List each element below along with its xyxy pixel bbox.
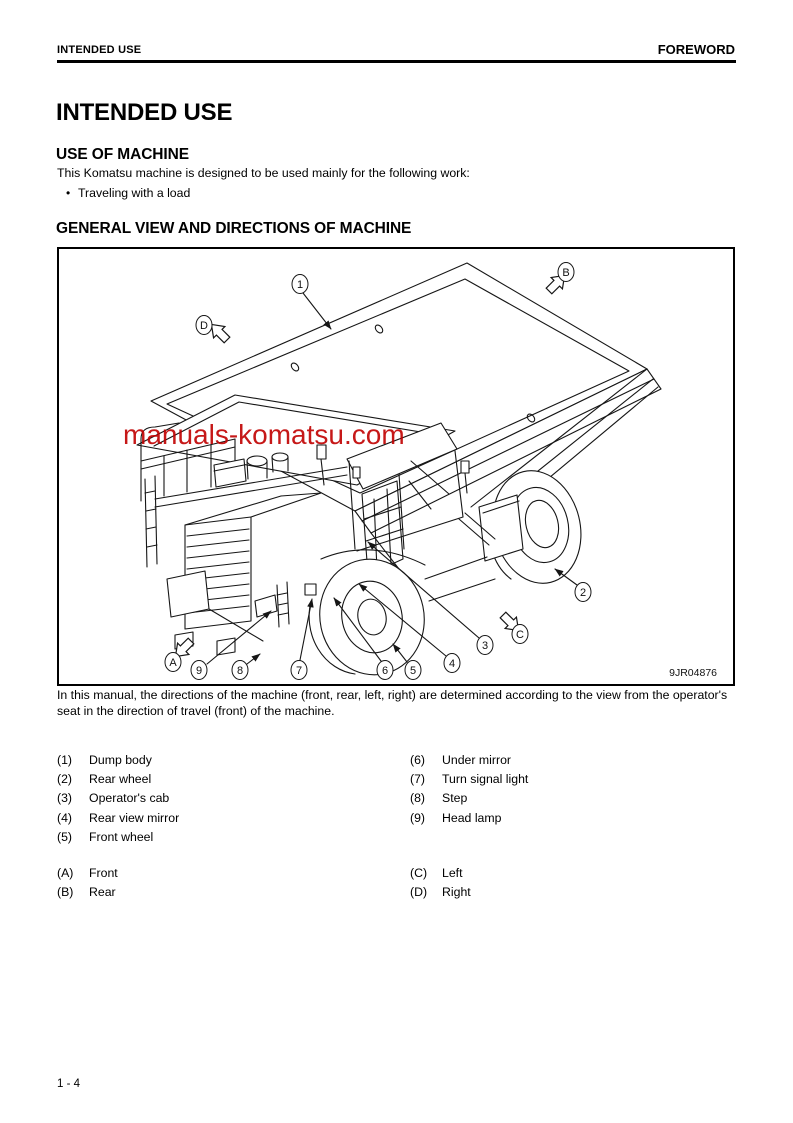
header-rule xyxy=(57,60,736,63)
callout-3-label: 3 xyxy=(481,640,489,652)
section-heading-general-view: GENERAL VIEW AND DIRECTIONS OF MACHINE xyxy=(56,220,412,237)
page-number: 1 - 4 xyxy=(57,1078,81,1090)
figure-caption: In this manual, the directions of the machine (front, rear, left, right) are determined according to the view from the operator's seat in the direction of travel (front) of the machine. xyxy=(57,688,728,718)
item-number: (7) xyxy=(410,772,426,787)
item-number: (A) xyxy=(57,866,74,880)
item-label: Under mirror xyxy=(442,753,512,767)
direction-D-label: D xyxy=(200,320,208,332)
parts-list-item xyxy=(57,751,179,770)
callout-1 xyxy=(292,275,331,330)
direction-C-label: C xyxy=(516,629,524,641)
running-header-section: INTENDED USE xyxy=(57,44,142,56)
item-label: Operator's cab xyxy=(89,791,170,806)
item-label: Left xyxy=(442,866,463,880)
item-number: (C) xyxy=(410,866,428,880)
directions-list-right xyxy=(410,864,471,902)
item-number: (8) xyxy=(410,791,426,806)
item-label: Head lamp xyxy=(442,810,502,825)
callout-6-label: 6 xyxy=(381,665,389,677)
parts-list-right xyxy=(410,751,528,828)
item-label: Dump body xyxy=(89,753,152,767)
direction-list-item xyxy=(410,864,471,883)
direction-A-label: A xyxy=(169,657,177,669)
item-number: (3) xyxy=(57,791,73,806)
leader-line xyxy=(303,293,331,329)
direction-list-item xyxy=(57,864,118,883)
item-label: Rear xyxy=(89,885,116,900)
parts-list-item xyxy=(410,770,528,789)
callout-4-label: 4 xyxy=(448,658,456,670)
dump-body xyxy=(151,263,661,533)
callout-1-label: 1 xyxy=(296,279,304,291)
section-heading-use-of-machine: USE OF MACHINE xyxy=(56,146,189,163)
machine-line-drawing xyxy=(59,249,733,684)
directions-list-left xyxy=(57,864,118,902)
item-number: (6) xyxy=(410,753,426,767)
item-label: Turn signal light xyxy=(442,772,529,787)
direction-list-item xyxy=(57,883,118,902)
item-label: Front xyxy=(89,866,118,880)
parts-list-item xyxy=(57,828,179,847)
parts-list-item xyxy=(410,789,528,808)
running-header-chapter: FOREWORD xyxy=(657,42,735,57)
item-label: Rear wheel xyxy=(89,772,152,787)
direction-list-item xyxy=(410,883,471,902)
leader-line xyxy=(247,654,260,664)
item-number: (5) xyxy=(57,829,73,844)
callout-9-label: 9 xyxy=(195,665,203,677)
parts-list-item xyxy=(57,789,179,808)
parts-list-item xyxy=(57,809,179,828)
bullet-label: Traveling with a load xyxy=(78,186,191,200)
parts-list-item xyxy=(410,751,528,770)
bullet-item xyxy=(66,186,190,200)
callout-7-label: 7 xyxy=(295,665,303,677)
item-number: (D) xyxy=(410,885,428,900)
item-label: Right xyxy=(442,885,471,900)
parts-list-item xyxy=(410,809,528,828)
direction-C xyxy=(497,609,528,643)
machine-figure-frame xyxy=(57,247,735,686)
item-label: Step xyxy=(442,791,468,806)
direction-D xyxy=(196,316,233,346)
parts-list-left xyxy=(57,751,179,847)
item-label: Rear view mirror xyxy=(89,810,180,825)
callout-2-label: 2 xyxy=(579,587,587,599)
item-number: (9) xyxy=(410,810,426,825)
item-number: (B) xyxy=(57,885,74,900)
direction-B xyxy=(543,263,574,297)
watermark-text: manuals-komatsu.com xyxy=(123,419,405,450)
figure-code: 9JR04876 xyxy=(669,667,717,679)
callout-5-label: 5 xyxy=(409,665,417,677)
callout-8 xyxy=(232,654,260,680)
item-number: (1) xyxy=(57,753,73,767)
use-of-machine-intro: This Komatsu machine is designed to be used mainly for the following work: xyxy=(57,166,470,180)
parts-list-item xyxy=(57,770,179,789)
direction-B-label: B xyxy=(562,267,570,279)
item-number: (2) xyxy=(57,772,73,787)
callout-8-label: 8 xyxy=(236,665,244,677)
item-number: (4) xyxy=(57,810,73,825)
item-label: Front wheel xyxy=(89,829,154,844)
page-title: INTENDED USE xyxy=(56,99,233,126)
bullet-marker: • xyxy=(66,186,71,200)
